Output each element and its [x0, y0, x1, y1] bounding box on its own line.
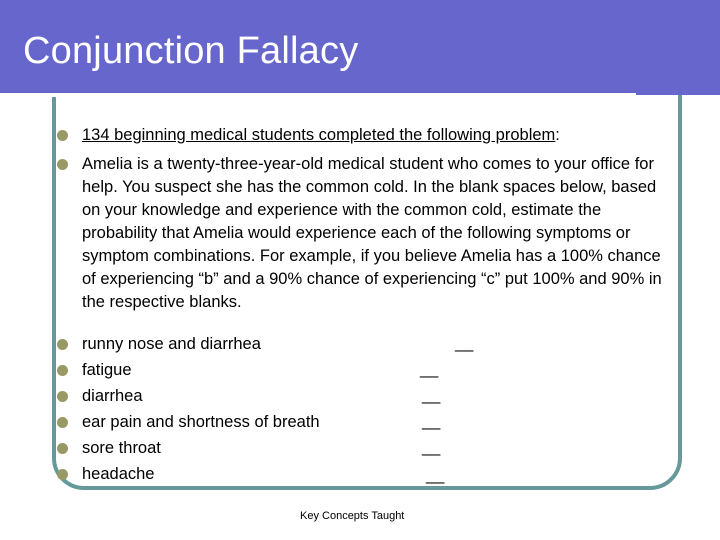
title-bar [0, 0, 720, 95]
symptom-item: headache [82, 465, 155, 483]
bullet-icon [57, 365, 68, 376]
intro-suffix: : [555, 126, 560, 144]
bullet-icon [57, 443, 68, 454]
answer-blank: __ [422, 438, 441, 456]
scenario-description: Amelia is a twenty-three-year-old medical student who comes to your office for help. You suspect she has the common cold. In the blank spaces below, based on your knowledge and experience with the common cold, estimate the probability that Amelia would experience each of the following symptoms or symptom combinations. For example, if you believe Amelia has a 100% chance of experiencing “b” and a 90% chance of experiencing “c” put 100% and 90% in the respective blanks. [82, 155, 662, 311]
intro-underlined: 134 beginning medical students completed the following problem [82, 126, 556, 144]
answer-blank: __ [455, 334, 474, 352]
symptom-item: diarrhea [82, 387, 143, 405]
answer-blank: __ [422, 412, 441, 430]
bullet-icon [57, 339, 68, 350]
bullet-icon [57, 469, 68, 480]
footer-caption: Key Concepts Taught [300, 510, 405, 522]
bullet-icon [57, 417, 68, 428]
answer-blank: __ [422, 386, 441, 404]
symptom-item: fatigue [82, 361, 132, 379]
bullet-icon [57, 391, 68, 402]
answer-blank: __ [420, 360, 439, 378]
answer-blank: __ [426, 466, 445, 484]
symptom-item: ear pain and shortness of breath [82, 413, 320, 431]
bullet-icon [57, 159, 68, 170]
symptom-item: runny nose and diarrhea [82, 335, 261, 353]
intro-line [82, 124, 672, 147]
slide-title: Conjunction Fallacy [23, 30, 359, 72]
symptom-item: sore throat [82, 439, 161, 457]
bullet-icon [57, 130, 68, 141]
title-rule [0, 93, 636, 97]
